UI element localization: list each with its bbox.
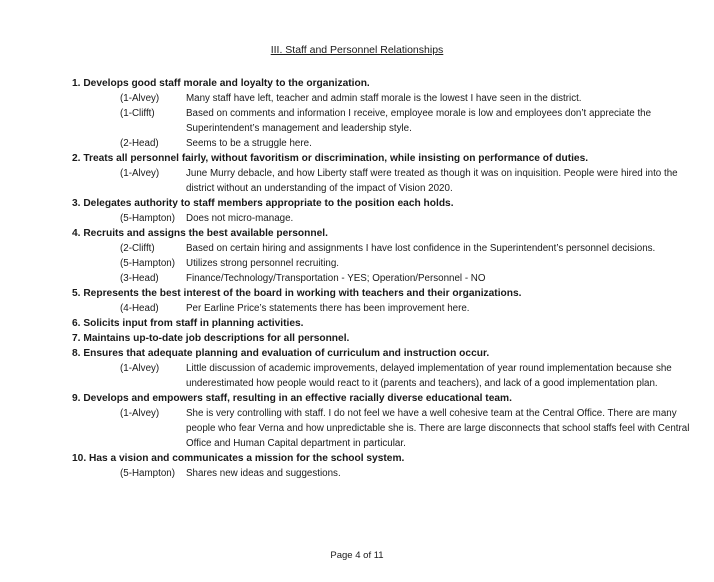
criterion-heading: 2. Treats all personnel fairly, without favoritism or discrimination, while insisting on performance of duties. [72, 153, 589, 164]
comment-row [72, 466, 692, 481]
comment-row [72, 211, 692, 226]
criterion-heading: 10. Has a vision and communicates a mission for the school system. [72, 453, 405, 464]
comment-row [72, 406, 692, 451]
comment-row [72, 166, 692, 196]
comment-author: (1-Alvey) [120, 408, 160, 419]
comment-text: She is very controlling with staff. I do not feel we have a well cohesive team at the Central Office. There are many people who fear Verna and how unpredictable she is. There are large disconnects that school staffs feel with Central Office and Human Capital department in particular. [186, 408, 690, 449]
comment-author: (1-Clifft) [120, 108, 155, 119]
comment-text: Many staff have left, teacher and admin staff morale is the lowest I have seen in the district. [186, 93, 582, 104]
comment-row [72, 301, 692, 316]
comment-text: Seems to be a struggle here. [186, 138, 312, 149]
comment-text: Utilizes strong personnel recruiting. [186, 258, 340, 269]
comment-author: (2-Clifft) [120, 243, 155, 254]
criterion-heading: 4. Recruits and assigns the best available personnel. [72, 228, 328, 239]
page-number: Page 4 of 11 [330, 550, 384, 561]
criterion-heading: 7. Maintains up-to-date job descriptions for all personnel. [72, 333, 350, 344]
comment-row [72, 361, 692, 391]
comment-text: Per Earline Price’s statements there has been improvement here. [186, 303, 470, 314]
comment-text: Shares new ideas and suggestions. [186, 468, 341, 479]
comment-row [72, 106, 692, 136]
comment-author: (2-Head) [120, 138, 159, 149]
criterion-heading: 5. Represents the best interest of the board in working with teachers and their organizations. [72, 288, 522, 299]
comment-author: (1-Alvey) [120, 363, 160, 374]
criterion-heading: 9. Develops and empowers staff, resulting in an effective racially diverse educational team. [72, 393, 512, 404]
criterion-heading: 1. Develops good staff morale and loyalty to the organization. [72, 78, 370, 89]
comment-text: June Murry debacle, and how Liberty staff were treated as though it was on inquisition. People were hired into the district without an understanding of the impact of Vision 2020. [186, 168, 678, 194]
comment-text: Does not micro-manage. [186, 213, 294, 224]
comment-author: (1-Alvey) [120, 168, 160, 179]
comment-row [72, 91, 692, 106]
comment-text: Based on certain hiring and assignments I have lost confidence in the Superintendent’s personnel decisions. [186, 243, 656, 254]
comment-text: Little discussion of academic improvements, delayed implementation of year round implementation because she underestimated how people would react to it (parents and teachers), and lack of a good implementation plan. [186, 363, 672, 389]
comment-author: (3-Head) [120, 273, 159, 284]
comment-row [72, 136, 692, 151]
comment-author: (4-Head) [120, 303, 159, 314]
comment-row [72, 256, 692, 271]
criterion-heading: 6. Solicits input from staff in planning activities. [72, 318, 304, 329]
criterion-heading: 3. Delegates authority to staff members appropriate to the position each holds. [72, 198, 454, 209]
comment-author: (1-Alvey) [120, 93, 160, 104]
criterion-heading: 8. Ensures that adequate planning and evaluation of curriculum and instruction occur. [72, 348, 490, 359]
evaluation-list [72, 76, 692, 481]
section-title [0, 44, 714, 57]
comment-author: (5-Hampton) [120, 213, 175, 224]
section-title-text: III. Staff and Personnel Relationships [270, 44, 444, 56]
comment-text: Based on comments and information I receive, employee morale is low and employees don’t appreciate the Superintendent’s management and leadership style. [186, 108, 652, 134]
comment-author: (5-Hampton) [120, 258, 175, 269]
comment-author: (5-Hampton) [120, 468, 175, 479]
comment-row [72, 241, 692, 256]
comment-text: Finance/Technology/Transportation - YES; Operation/Personnel - NO [186, 273, 486, 284]
comment-row [72, 271, 692, 286]
